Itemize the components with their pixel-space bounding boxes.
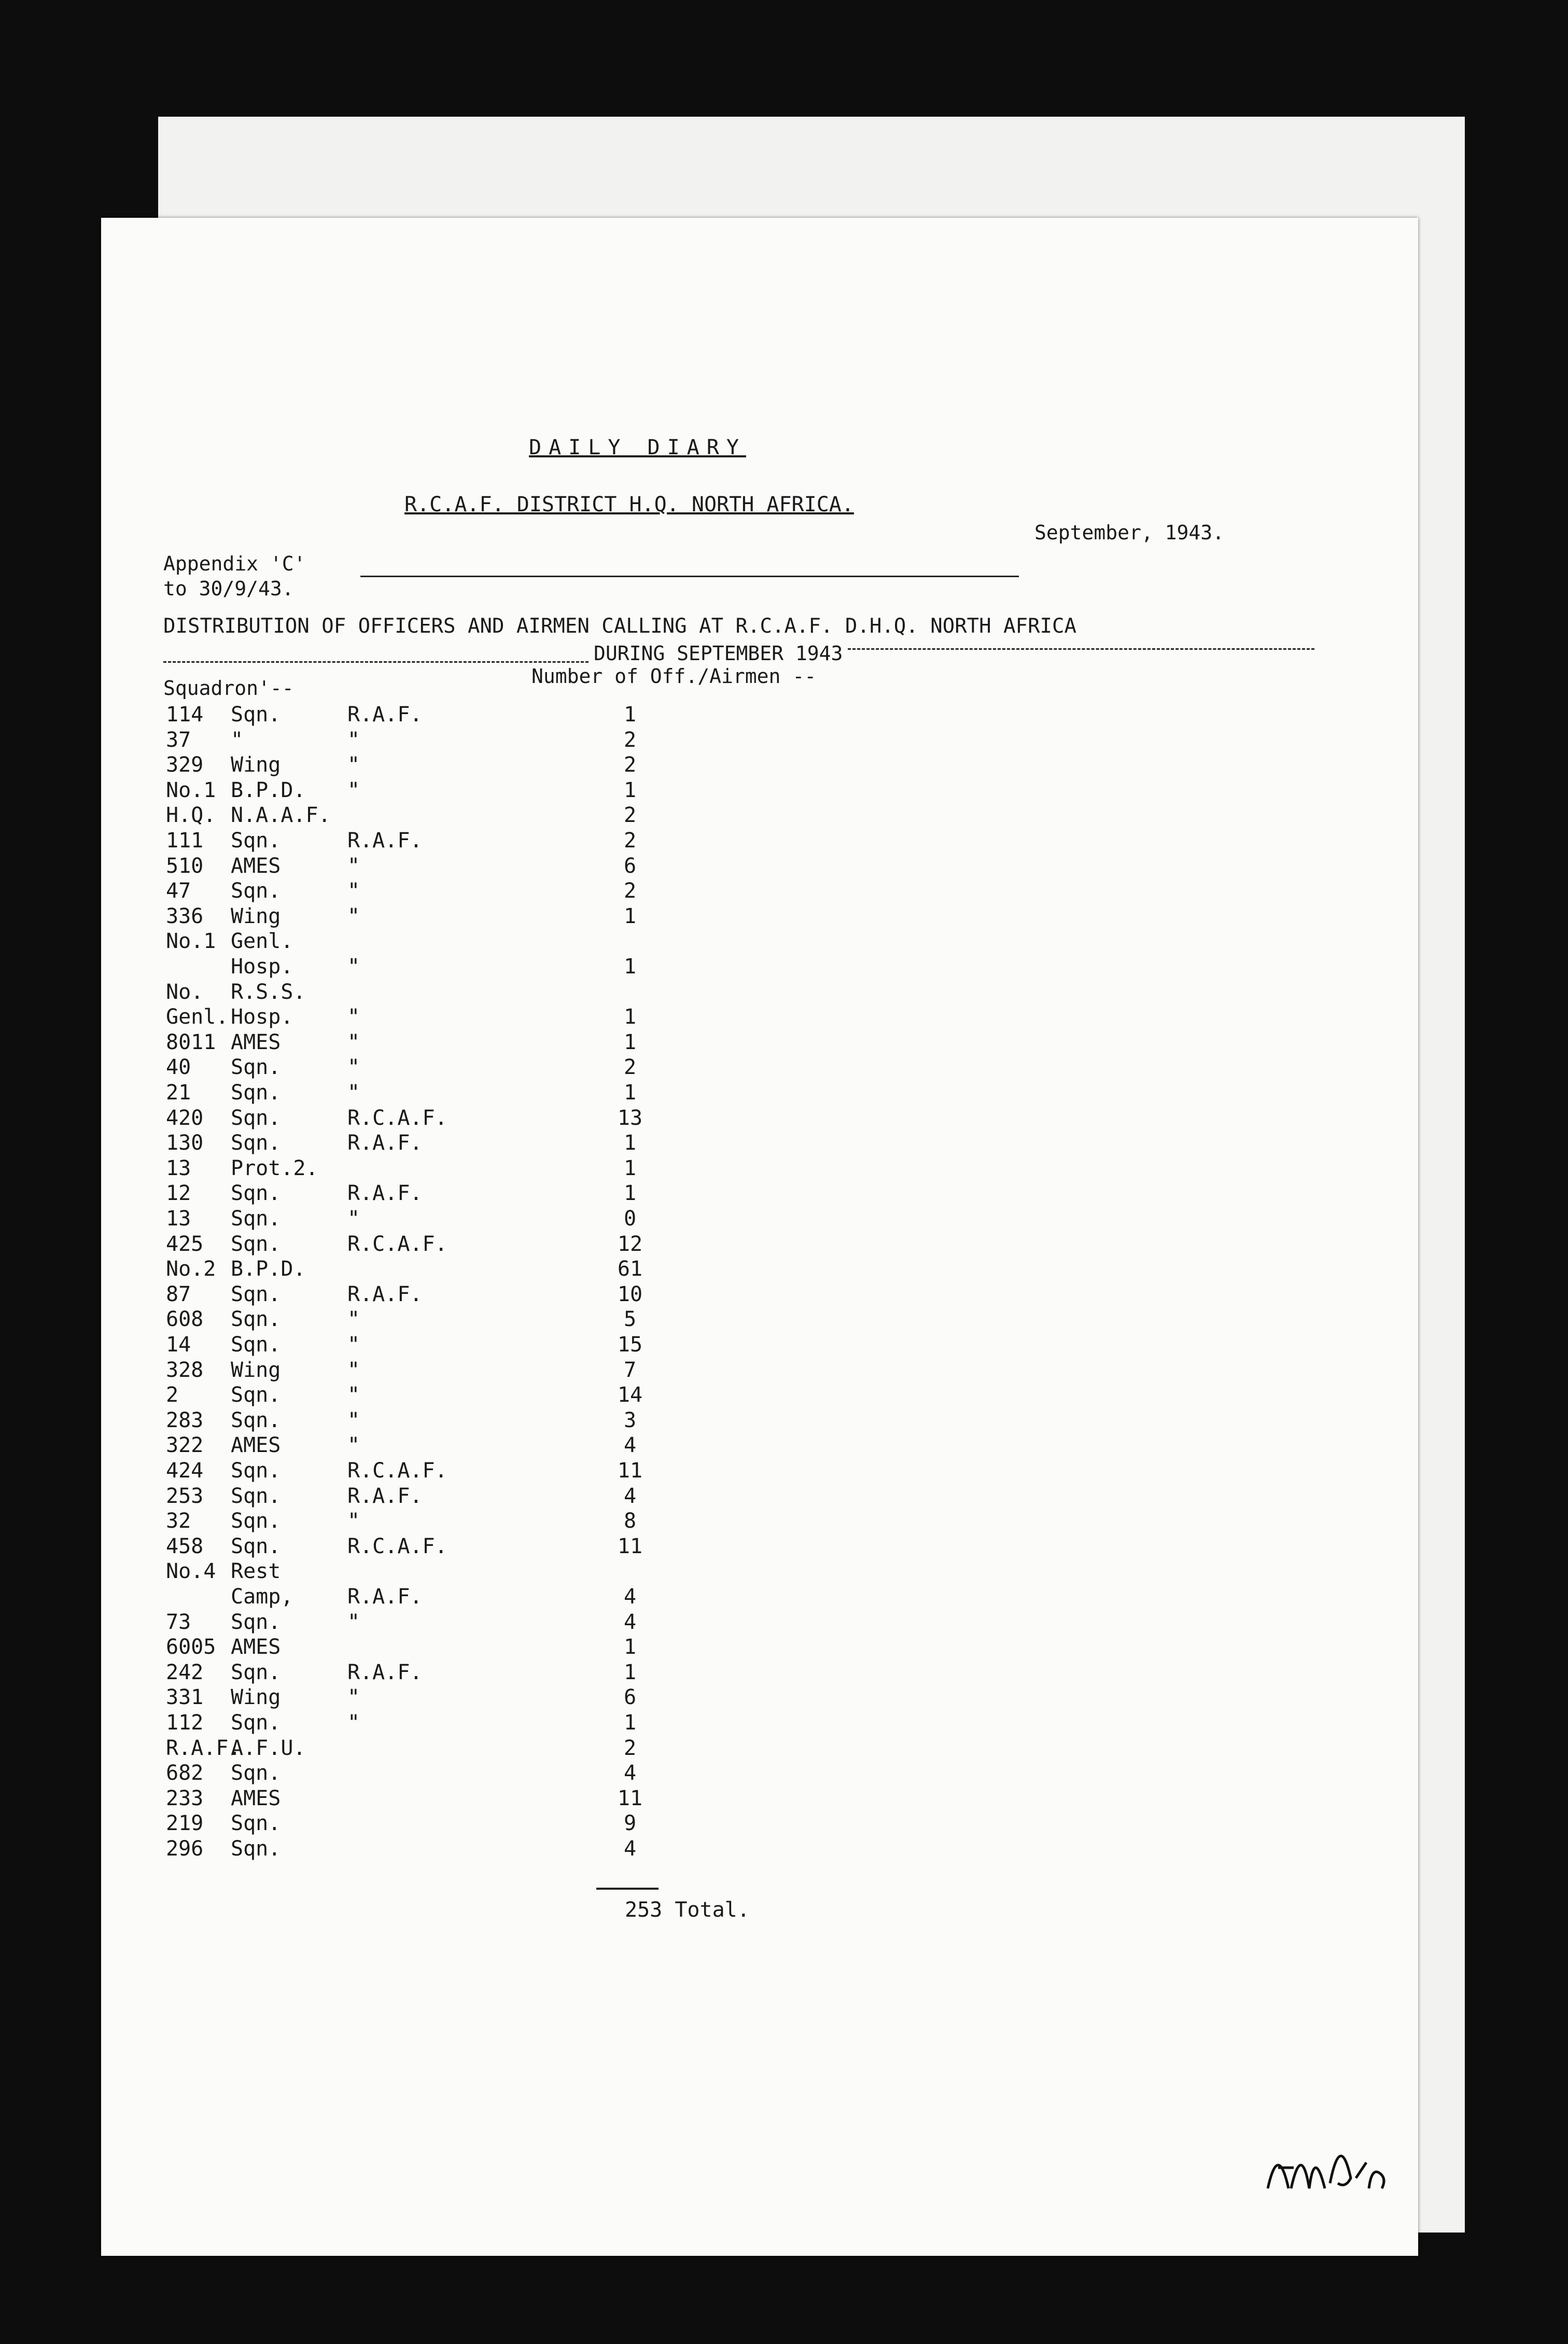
row-count: 2 <box>623 1736 637 1760</box>
row-service: " <box>347 879 360 903</box>
row-type: AMES <box>231 1433 281 1458</box>
row-type: Prot.2. <box>231 1156 318 1180</box>
row-unit: 608 <box>166 1307 204 1332</box>
row-type: Hosp. <box>231 955 293 979</box>
row-unit: No.4 <box>166 1559 216 1584</box>
row-unit: 37 <box>166 728 191 752</box>
row-type: R.S.S. <box>231 980 306 1004</box>
row-count: 61 <box>617 1257 643 1281</box>
row-count: 4 <box>623 1585 637 1609</box>
squadron-column-header: Squadron'-- <box>163 677 294 700</box>
row-type: N.A.A.F. <box>231 803 331 828</box>
row-service: R.A.F. <box>347 703 423 727</box>
row-count: 1 <box>623 1660 637 1684</box>
row-service: R.C.A.F. <box>347 1534 447 1558</box>
row-type: AMES <box>231 1635 281 1659</box>
row-unit: 328 <box>166 1358 204 1382</box>
row-unit: 87 <box>166 1282 191 1306</box>
row-count: 10 <box>617 1282 643 1306</box>
row-type: Camp, <box>231 1585 293 1609</box>
row-type: Sqn. <box>231 1307 281 1332</box>
row-service: " <box>347 955 360 979</box>
row-unit: 14 <box>166 1333 191 1357</box>
row-service: " <box>347 1509 360 1533</box>
row-type: Sqn. <box>231 1610 281 1634</box>
row-service: R.A.F. <box>347 1585 423 1609</box>
row-count: 1 <box>623 703 637 727</box>
row-type: Sqn. <box>231 1761 281 1785</box>
row-count: 6 <box>623 854 637 878</box>
unit-heading: R.C.A.F. DISTRICT H.Q. NORTH AFRICA. <box>404 493 854 517</box>
row-service: " <box>347 854 360 878</box>
row-unit: 329 <box>166 753 204 777</box>
row-count: 4 <box>623 1837 637 1861</box>
row-unit: 130 <box>166 1131 204 1155</box>
number-column-header: Number of Off./Airmen -- <box>531 665 817 688</box>
distribution-heading: DISTRIBUTION OF OFFICERS AND AIRMEN CALLING AT R.C.A.F. D.H.Q. NORTH AFRICA <box>163 615 1076 638</box>
row-service: " <box>347 1055 360 1080</box>
row-service: R.A.F. <box>347 829 423 853</box>
row-type: Sqn. <box>231 1232 281 1256</box>
row-type: Sqn. <box>231 1055 281 1080</box>
row-count: 1 <box>623 778 637 802</box>
row-count: 1 <box>623 955 637 979</box>
row-unit: 420 <box>166 1106 204 1130</box>
row-service: R.A.F. <box>347 1181 423 1206</box>
row-unit: 13 <box>166 1207 191 1231</box>
row-type: B.P.D. <box>231 778 306 802</box>
row-type: Sqn. <box>231 1207 281 1231</box>
row-unit: 242 <box>166 1660 204 1684</box>
row-unit: 424 <box>166 1459 204 1483</box>
row-unit: 253 <box>166 1484 204 1508</box>
row-count: 4 <box>623 1610 637 1634</box>
row-type: Sqn. <box>231 1333 281 1357</box>
row-count: 2 <box>623 829 637 853</box>
total-rule <box>596 1888 659 1890</box>
heading-dash-right <box>848 648 1314 650</box>
row-count: 1 <box>623 1156 637 1180</box>
row-count: 8 <box>623 1509 637 1533</box>
row-service: " <box>347 1307 360 1332</box>
heading-dash-left <box>163 661 589 663</box>
row-service: R.A.F. <box>347 1282 423 1306</box>
appendix-rule <box>360 576 1019 577</box>
document-date: September, 1943. <box>1034 521 1225 544</box>
row-unit: 336 <box>166 904 204 928</box>
row-type: Sqn. <box>231 1408 281 1432</box>
row-count: 3 <box>623 1408 637 1432</box>
row-service: " <box>347 1685 360 1710</box>
row-unit: 2 <box>166 1383 179 1407</box>
row-count: 4 <box>623 1433 637 1458</box>
row-unit: 425 <box>166 1232 204 1256</box>
row-count: 6 <box>623 1685 637 1710</box>
row-type: Wing <box>231 753 281 777</box>
row-service: " <box>347 1610 360 1634</box>
row-type: Hosp. <box>231 1005 293 1029</box>
row-service: " <box>347 1005 360 1029</box>
row-unit: 219 <box>166 1811 204 1836</box>
row-unit: 47 <box>166 879 191 903</box>
row-count: 2 <box>623 803 637 828</box>
row-count: 1 <box>623 1030 637 1054</box>
document-title: DAILY DIARY <box>529 436 746 459</box>
row-unit: 510 <box>166 854 204 878</box>
row-unit: H.Q. <box>166 803 216 828</box>
row-unit: 283 <box>166 1408 204 1432</box>
row-type: Sqn. <box>231 1534 281 1558</box>
row-count: 14 <box>617 1383 643 1407</box>
row-service: " <box>347 1207 360 1231</box>
row-type: AMES <box>231 1030 281 1054</box>
row-unit: 331 <box>166 1685 204 1710</box>
row-service: R.C.A.F. <box>347 1106 447 1130</box>
row-unit: 21 <box>166 1081 191 1105</box>
row-type: Rest <box>231 1559 281 1584</box>
row-count: 11 <box>617 1534 643 1558</box>
row-type: Sqn. <box>231 1711 281 1735</box>
row-type: Sqn. <box>231 1131 281 1155</box>
row-count: 9 <box>623 1811 637 1836</box>
row-type: Wing <box>231 1358 281 1382</box>
row-count: 0 <box>623 1207 637 1231</box>
row-count: 1 <box>623 1635 637 1659</box>
row-service: " <box>347 1408 360 1432</box>
row-service: " <box>347 1433 360 1458</box>
row-count: 15 <box>617 1333 643 1357</box>
row-unit: 12 <box>166 1181 191 1206</box>
row-type: Sqn. <box>231 1106 281 1130</box>
row-count: 1 <box>623 1081 637 1105</box>
row-count: 12 <box>617 1232 643 1256</box>
row-unit: 6005 <box>166 1635 216 1659</box>
row-type: AMES <box>231 1786 281 1810</box>
row-service: R.C.A.F. <box>347 1232 447 1256</box>
row-count: 11 <box>617 1786 643 1810</box>
document-page <box>101 218 1418 2256</box>
row-unit: R.A.F. <box>166 1736 241 1760</box>
row-service: R.A.F. <box>347 1660 423 1684</box>
row-type: " <box>231 728 244 752</box>
row-unit: 296 <box>166 1837 204 1861</box>
row-service: " <box>347 1711 360 1735</box>
row-type: Sqn. <box>231 1081 281 1105</box>
row-count: 5 <box>623 1307 637 1332</box>
row-type: Sqn. <box>231 1181 281 1206</box>
row-service: " <box>347 904 360 928</box>
row-unit: 114 <box>166 703 204 727</box>
row-unit: Genl. <box>166 1005 229 1029</box>
row-type: Wing <box>231 904 281 928</box>
row-count: 4 <box>623 1761 637 1785</box>
row-type: Sqn. <box>231 1837 281 1861</box>
grand-total: 253 Total. <box>625 1898 750 1922</box>
signature-initials <box>1263 2111 1397 2214</box>
row-count: 1 <box>623 904 637 928</box>
row-unit: 111 <box>166 829 204 853</box>
distribution-subheading: DURING SEPTEMBER 1943 <box>594 642 843 665</box>
row-service: " <box>347 1333 360 1357</box>
row-service: R.A.F. <box>347 1484 423 1508</box>
row-count: 2 <box>623 728 637 752</box>
row-type: B.P.D. <box>231 1257 306 1281</box>
row-unit: 40 <box>166 1055 191 1080</box>
row-count: 1 <box>623 1181 637 1206</box>
row-count: 11 <box>617 1459 643 1483</box>
row-unit: 73 <box>166 1610 191 1634</box>
row-service: R.C.A.F. <box>347 1459 447 1483</box>
row-service: " <box>347 1383 360 1407</box>
row-type: Sqn. <box>231 703 281 727</box>
appendix-date: to 30/9/43. <box>163 577 294 600</box>
row-type: Sqn. <box>231 1459 281 1483</box>
row-count: 7 <box>623 1358 637 1382</box>
row-type: Sqn. <box>231 1509 281 1533</box>
row-unit: No. <box>166 980 204 1004</box>
row-count: 2 <box>623 879 637 903</box>
row-type: AMES <box>231 854 281 878</box>
row-count: 1 <box>623 1711 637 1735</box>
row-type: Sqn. <box>231 1484 281 1508</box>
row-unit: No.1 <box>166 778 216 802</box>
row-service: " <box>347 1358 360 1382</box>
row-service: " <box>347 778 360 802</box>
row-unit: 8011 <box>166 1030 216 1054</box>
row-unit: 322 <box>166 1433 204 1458</box>
row-count: 1 <box>623 1131 637 1155</box>
row-unit: 112 <box>166 1711 204 1735</box>
row-count: 4 <box>623 1484 637 1508</box>
row-type: Sqn. <box>231 1282 281 1306</box>
appendix-label: Appendix 'C' <box>163 552 306 575</box>
row-count: 2 <box>623 753 637 777</box>
row-type: A.F.U. <box>231 1736 306 1760</box>
row-type: Sqn. <box>231 1660 281 1684</box>
row-unit: No.2 <box>166 1257 216 1281</box>
row-service: " <box>347 1081 360 1105</box>
row-type: Genl. <box>231 929 293 954</box>
row-type: Sqn. <box>231 1811 281 1836</box>
row-type: Sqn. <box>231 879 281 903</box>
row-unit: 458 <box>166 1534 204 1558</box>
row-unit: 682 <box>166 1761 204 1785</box>
row-unit: 233 <box>166 1786 204 1810</box>
row-type: Sqn. <box>231 829 281 853</box>
row-service: " <box>347 753 360 777</box>
row-service: " <box>347 1030 360 1054</box>
row-type: Sqn. <box>231 1383 281 1407</box>
row-service: " <box>347 728 360 752</box>
row-unit: 32 <box>166 1509 191 1533</box>
row-unit: 13 <box>166 1156 191 1180</box>
row-service: R.A.F. <box>347 1131 423 1155</box>
row-count: 13 <box>617 1106 643 1130</box>
row-unit: No.1 <box>166 929 216 954</box>
row-count: 1 <box>623 1005 637 1029</box>
row-count: 2 <box>623 1055 637 1080</box>
row-type: Wing <box>231 1685 281 1710</box>
